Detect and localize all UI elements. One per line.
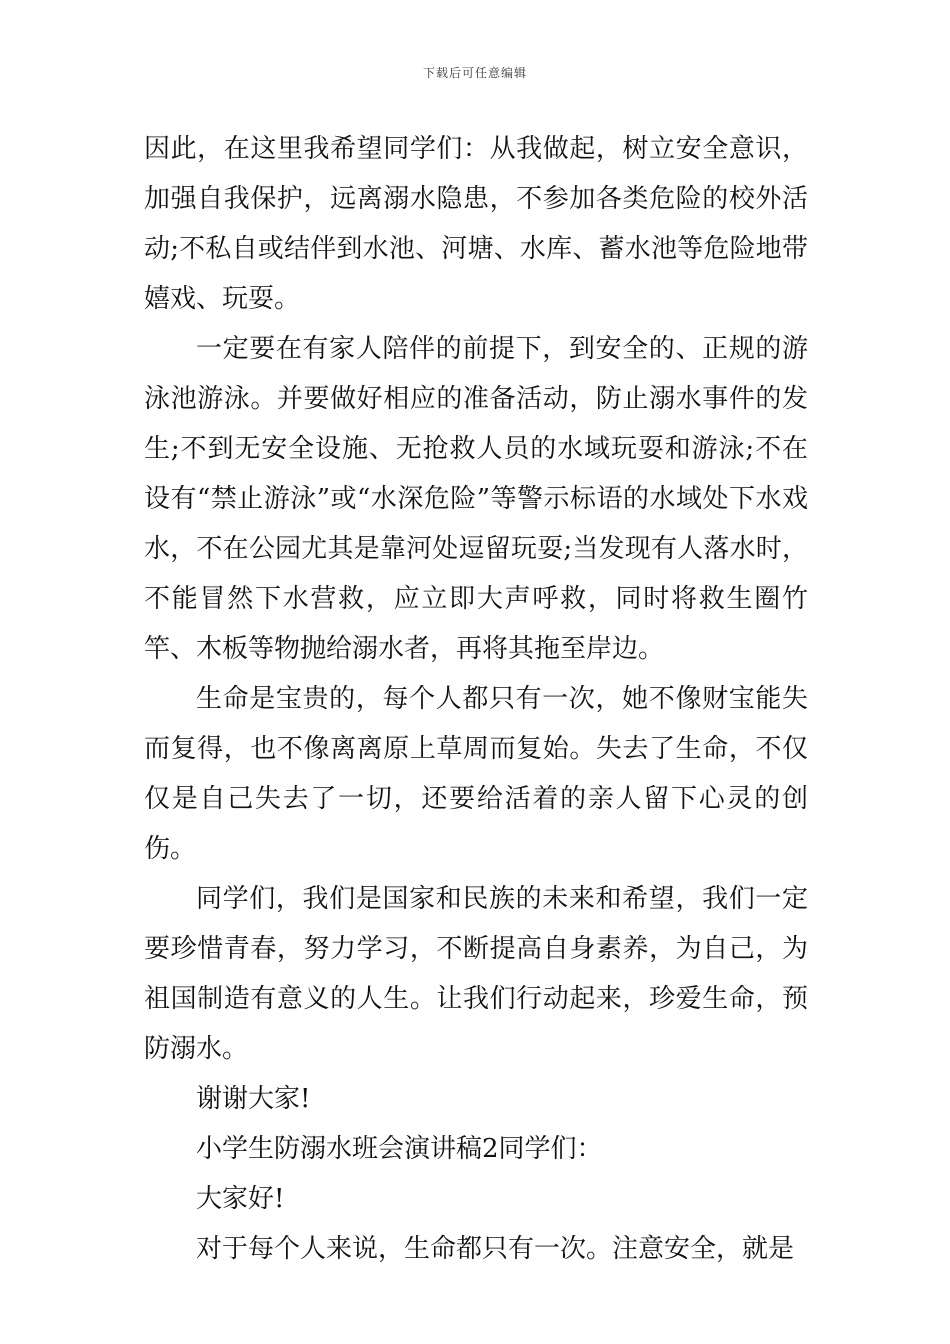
thanks-line: 谢谢大家! xyxy=(196,1084,311,1114)
paragraph-2: 一定要在有家人陪伴的前提下，到安全的、正规的游泳池游泳。并要做好相应的准备活动，防止溺水事件的发生;不到无安全设施、无抢救人员的水域玩耍和游泳;不在设有“禁止游泳”或“水深危险”等警示标语的水域处下水戏水，不在公园尤其是靠河处逗留玩耍;当发现有人落水时，不能冒然下水营救，应立即大声呼救，同时将救生圈竹竿、木板等物抛给溺水者，再将其拖至岸边。 xyxy=(144,334,808,664)
paragraph-3: 生命是宝贵的，每个人都只有一次，她不像财宝能失而复得，也不像离离原上草周而复始。失去了生命，不仅仅是自己失去了一切，还要给活着的亲人留下心灵的创伤。 xyxy=(144,684,808,864)
paragraph-5: 对于每个人来说，生命都只有一次。注意安全，就是 xyxy=(196,1234,795,1264)
greeting-line: 大家好! xyxy=(196,1184,285,1214)
paragraph-4: 同学们，我们是国家和民族的未来和希望，我们一定要珍惜青春，努力学习，不断提高自身素养，为自己，为祖国制造有意义的人生。让我们行动起来，珍爱生命，预防溺水。 xyxy=(144,884,808,1064)
paragraph-1: 因此，在这里我希望同学们：从我做起，树立安全意识，加强自我保护，远离溺水隐患，不参加各类危险的校外活动;不私自或结伴到水池、河塘、水库、蓄水池等危险地带嬉戏、玩耍。 xyxy=(144,134,808,314)
document-body xyxy=(144,124,808,1274)
header-note: 下载后可任意编辑 xyxy=(422,66,527,80)
speech-title: 小学生防溺水班会演讲稿2同学们： xyxy=(196,1134,603,1164)
